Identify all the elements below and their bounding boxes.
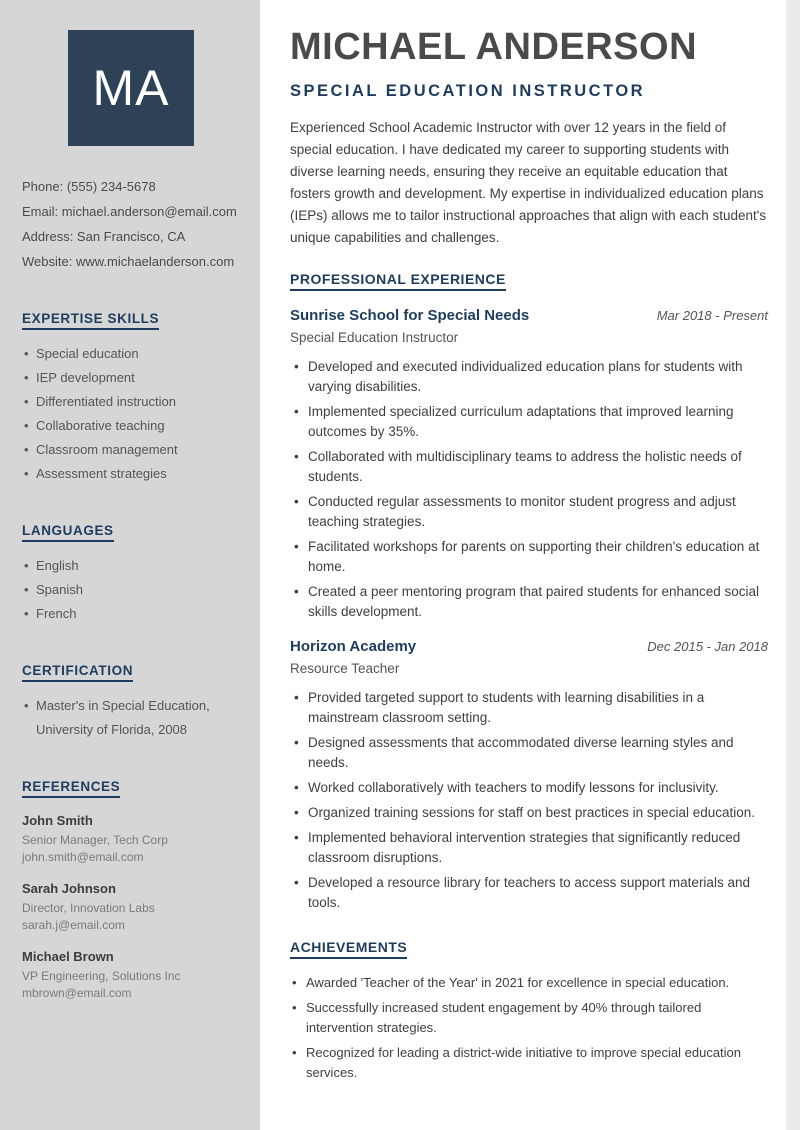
- reference-name: Michael Brown: [22, 949, 114, 964]
- skill-item: • Differentiated instruction: [22, 390, 240, 414]
- achievements-section: [290, 939, 768, 1083]
- languages-heading: LANGUAGES: [22, 523, 114, 542]
- monogram-badge: [68, 30, 194, 146]
- job-role: Resource Teacher: [290, 661, 400, 676]
- job-entry: [290, 307, 768, 622]
- skills-section: [22, 310, 240, 486]
- company-name: Sunrise School for Special Needs: [290, 307, 530, 324]
- achievements-heading: ACHIEVEMENTS: [290, 939, 407, 959]
- reference-name: John Smith: [22, 813, 93, 828]
- reference-entry: [22, 881, 240, 934]
- job-bullet: • Provided targeted support to students with learning disabilities in a mainstream classroom setting.: [290, 688, 768, 728]
- certification-section: [22, 662, 240, 742]
- language-item: • English: [22, 554, 240, 578]
- contact-address: Address: San Francisco, CA: [22, 229, 186, 244]
- contact-block: [22, 174, 240, 274]
- certification-list: [22, 694, 240, 742]
- page-title: MICHAEL ANDERSON: [290, 26, 698, 68]
- job-dates: Mar 2018 - Present: [656, 308, 768, 323]
- languages-section: [22, 522, 240, 626]
- job-bullet: • Implemented behavioral intervention strategies that significantly reduced classroom disruptions.: [290, 828, 768, 868]
- reference-email: sarah.j@email.com: [22, 918, 125, 932]
- reference-email: mbrown@email.com: [22, 986, 132, 1000]
- reference-email: john.smith@email.com: [22, 850, 144, 864]
- sidebar: [0, 0, 260, 1130]
- experience-heading: PROFESSIONAL EXPERIENCE: [290, 271, 506, 291]
- job-bullet: • Collaborated with multidisciplinary teams to address the holistic needs of students.: [290, 447, 768, 487]
- reference-entry: [22, 813, 240, 866]
- company-name: Horizon Academy: [290, 638, 417, 655]
- references-heading: REFERENCES: [22, 779, 120, 798]
- achievements-list: [290, 973, 768, 1083]
- job-bullet: • Facilitated workshops for parents on supporting their children's education at home.: [290, 537, 768, 577]
- job-bullet: • Conducted regular assessments to monitor student progress and adjust teaching strategies.: [290, 492, 768, 532]
- references-section: [22, 778, 240, 1002]
- job-header: [290, 638, 768, 655]
- job-bullet: • Implemented specialized curriculum adaptations that improved learning outcomes by 35%.: [290, 402, 768, 442]
- skills-list: [22, 342, 240, 486]
- main-content: [260, 0, 786, 1130]
- contact-email: Email: michael.anderson@email.com: [22, 204, 237, 219]
- skills-heading: EXPERTISE SKILLS: [22, 311, 159, 330]
- reference-title: Senior Manager, Tech Corp: [22, 833, 168, 847]
- professional-title: SPECIAL EDUCATION INSTRUCTOR: [290, 82, 646, 100]
- achievement-item: • Recognized for leading a district-wide initiative to improve special education services.: [290, 1043, 768, 1083]
- reference-entry: [22, 949, 240, 1002]
- job-header: [290, 307, 768, 324]
- skill-item: • IEP development: [22, 366, 240, 390]
- skill-item: • Special education: [22, 342, 240, 366]
- job-bullet-list: [290, 357, 768, 622]
- job-bullet: • Designed assessments that accommodated diverse learning styles and needs.: [290, 733, 768, 773]
- job-bullet: • Developed a resource library for teachers to access support materials and tools.: [290, 873, 768, 913]
- certification-heading: CERTIFICATION: [22, 663, 133, 682]
- experience-section: [290, 271, 768, 913]
- summary-paragraph: Experienced School Academic Instructor with over 12 years in the field of special education. I have dedicated my career to supporting students with diverse learning needs, ensuring they receive an equitable education that fosters growth and development. My expertise in individualized education plans (IEPs) allows me to tailor instructional approaches that align with each student's unique capabilities and challenges.: [290, 120, 767, 245]
- skill-item: • Classroom management: [22, 438, 240, 462]
- certification-item: • Master's in Special Education, University of Florida, 2008: [22, 694, 240, 742]
- contact-phone: Phone: (555) 234-5678: [22, 179, 156, 194]
- contact-website: Website: www.michaelanderson.com: [22, 254, 235, 269]
- language-item: • Spanish: [22, 578, 240, 602]
- job-bullet-list: [290, 688, 768, 913]
- monogram-initials: MA: [92, 60, 170, 116]
- job-bullet: • Developed and executed individualized education plans for students with varying disabilities.: [290, 357, 768, 397]
- job-bullet: • Created a peer mentoring program that paired students for enhanced social skills development.: [290, 582, 768, 622]
- achievement-item: • Awarded 'Teacher of the Year' in 2021 for excellence in special education.: [290, 973, 768, 993]
- job-dates: Dec 2015 - Jan 2018: [647, 639, 768, 654]
- achievement-item: • Successfully increased student engagement by 40% through tailored intervention strategies.: [290, 998, 768, 1038]
- languages-list: [22, 554, 240, 626]
- reference-title: VP Engineering, Solutions Inc: [22, 969, 181, 983]
- skill-item: • Assessment strategies: [22, 462, 240, 486]
- job-role: Special Education Instructor: [290, 330, 459, 345]
- job-bullet: • Worked collaboratively with teachers to modify lessons for inclusivity.: [290, 778, 768, 798]
- skill-item: • Collaborative teaching: [22, 414, 240, 438]
- language-item: • French: [22, 602, 240, 626]
- job-entry: [290, 638, 768, 913]
- reference-name: Sarah Johnson: [22, 881, 116, 896]
- job-bullet: • Organized training sessions for staff on best practices in special education.: [290, 803, 768, 823]
- reference-title: Director, Innovation Labs: [22, 901, 155, 915]
